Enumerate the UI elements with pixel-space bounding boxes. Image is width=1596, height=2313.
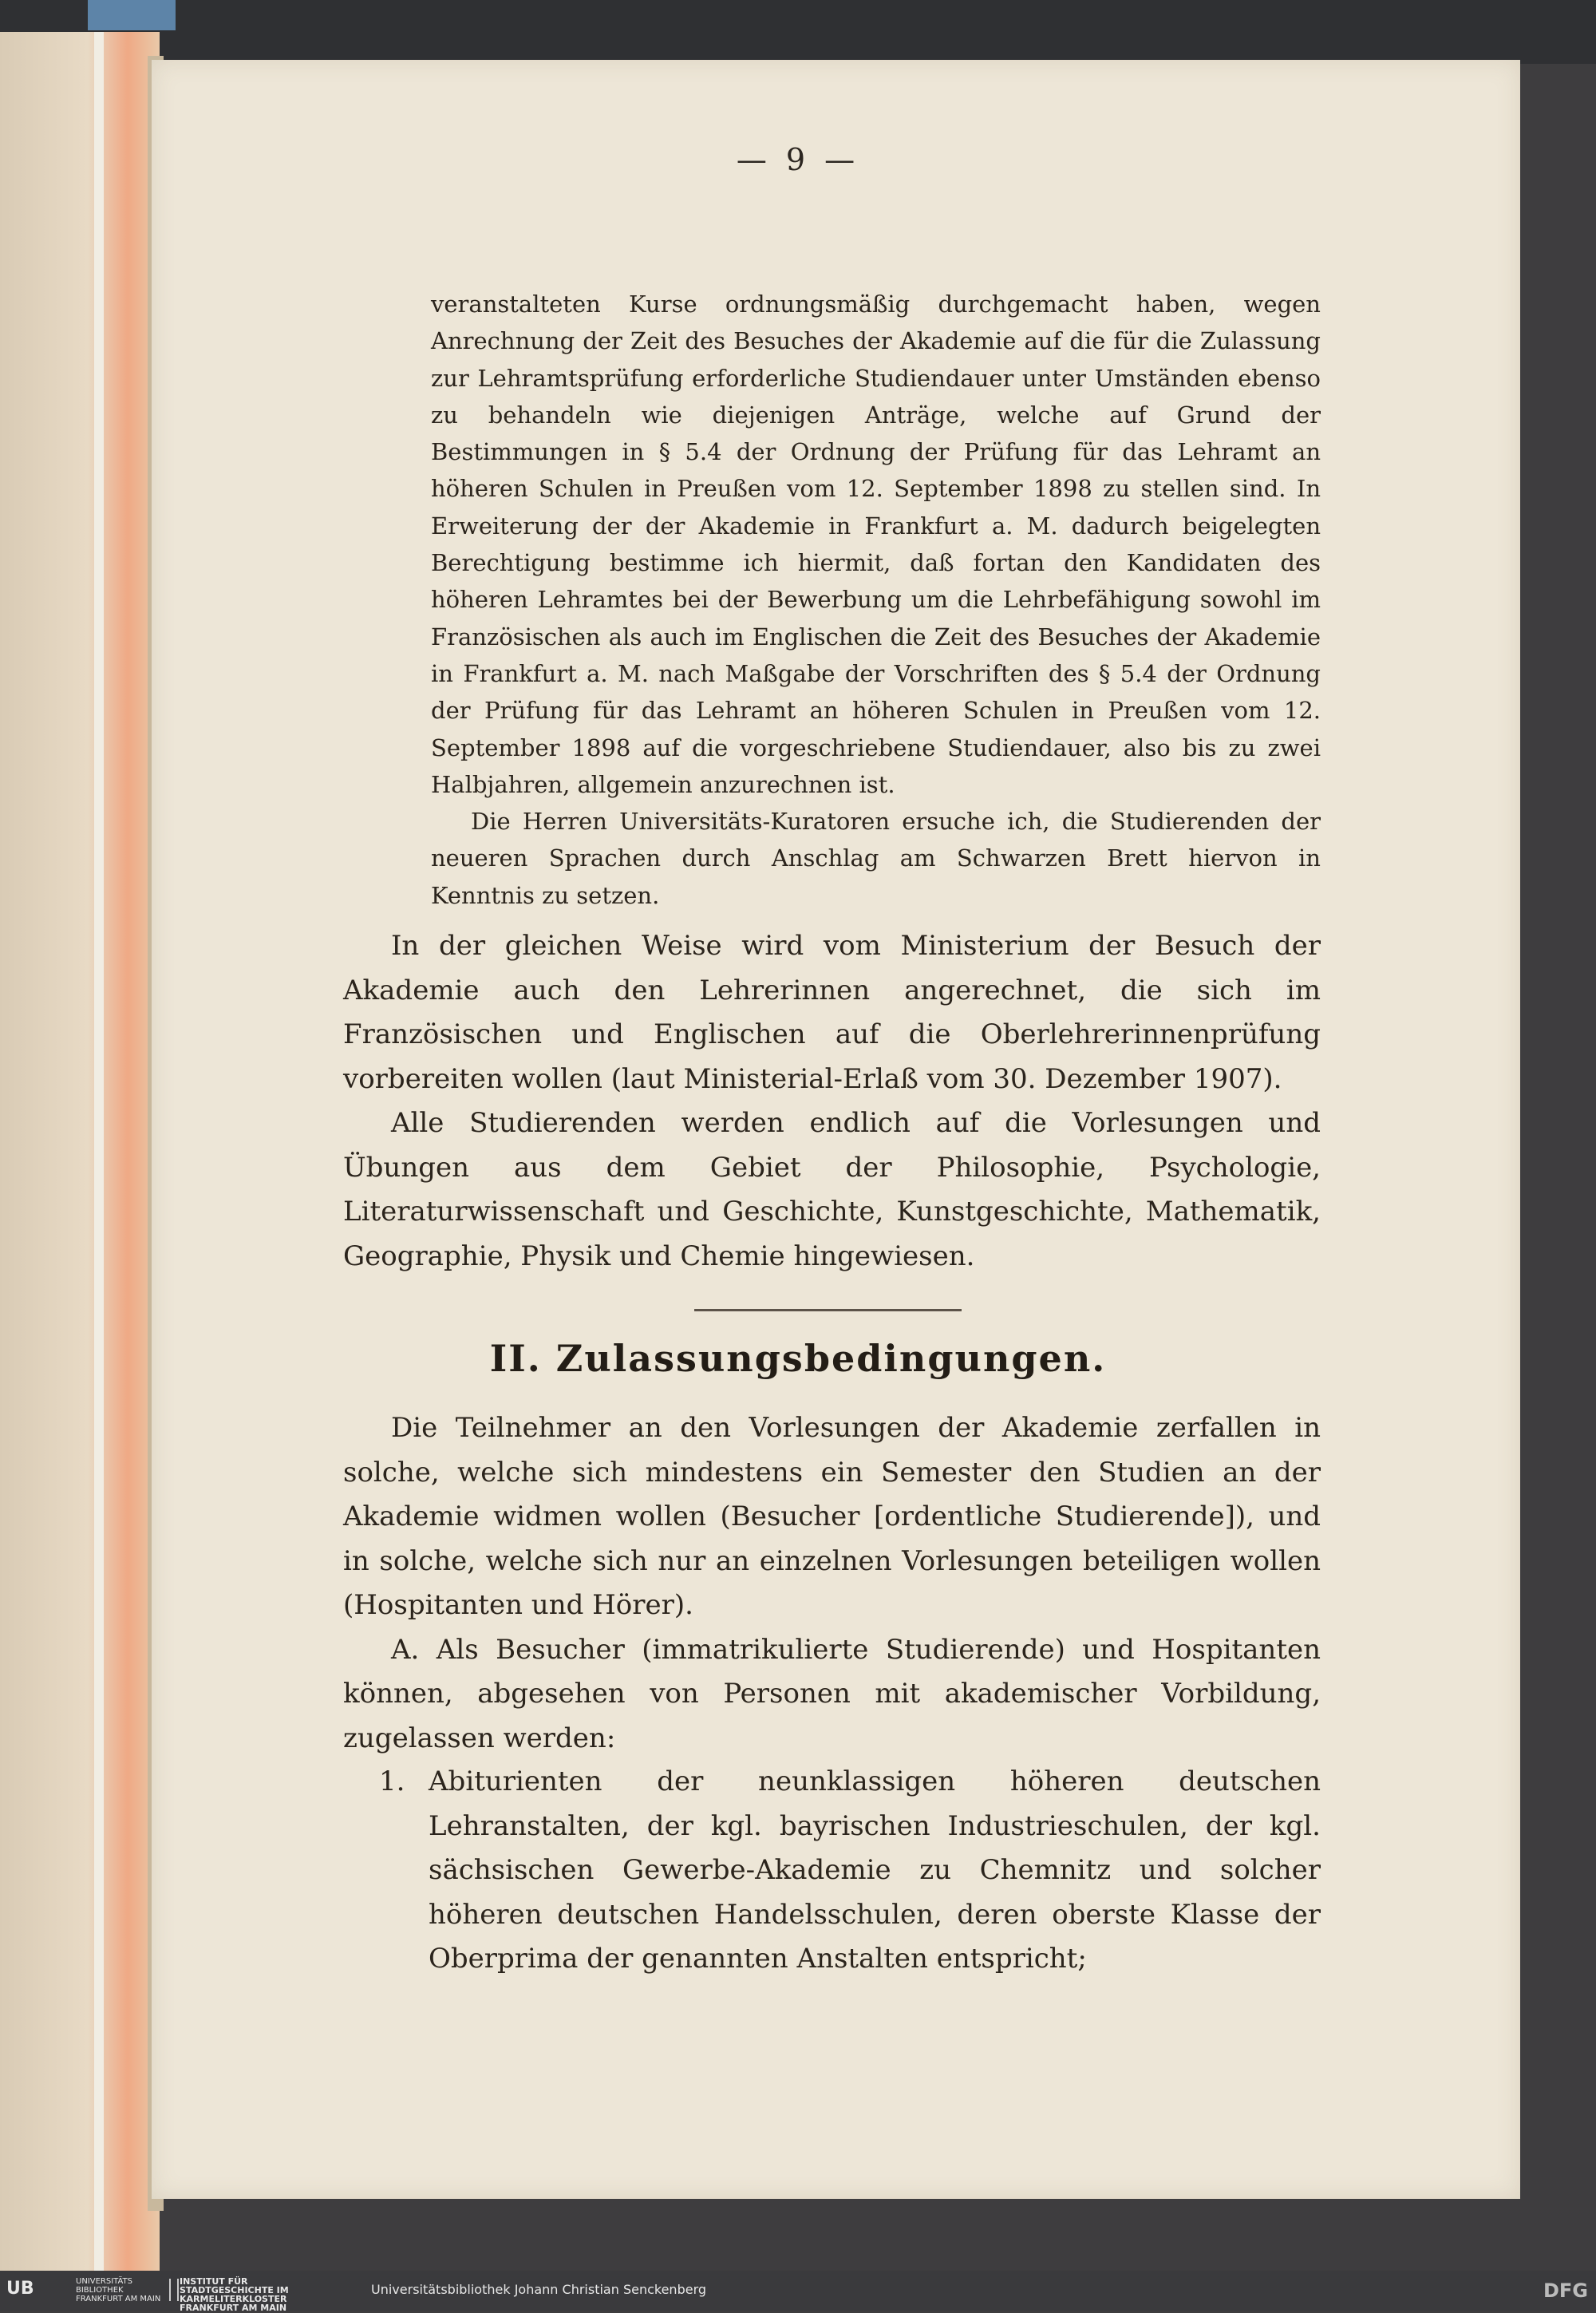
section-heading: II. Zulassungsbedingungen. <box>489 1337 1107 1380</box>
decree-paragraph: veranstalteten Kurse ordnungsmäßig durchgemacht haben, wegen Anrechnung der Zeit des Besuches der Akademie auf die für die Zulassung zur Lehramtsprüfung erforderliche Studiendauer unter Umständen ebenso zu behandeln wie diejenigen Anträge, welche auf Grund der Bestimmungen in § 5.4 der Ordnung der Prüfung für das Lehramt an höheren Schulen in Preußen vom 12. September 1898 zu stellen sind. In Erweiterung der der Akademie in Frankfurt a. M. dadurch beigelegten Berechtigung bestimme ich hiermit, daß fortan den Kandidaten des höheren Lehramtes bei der Bewerbung um die Lehrbefähigung sowohl im Französischen als auch im Englischen die Zeit des Besuches der Akademie in Frankfurt a. M. nach Maßgabe der Vorschriften des § 5.4 der Ordnung der Prüfung für das Lehramt an höheren Schulen in Preußen vom 12. September 1898 auf die vorgeschriebene Studiendauer, also bis zu zwei Halbjahren, allgemein anzurechnen ist. <box>431 291 1321 798</box>
institute-logo[interactable]: INSTITUT FÜR STADTGESCHICHTE IM KARMELITERKLOSTER FRANKFURT AM MAIN <box>180 2276 289 2313</box>
page-number: — 9 — <box>736 142 860 177</box>
footer-bar <box>0 2271 1596 2311</box>
list-item-text: Abiturienten der neunklassigen höheren deutschen Lehranstalten, der kgl. bayrischen Industrieschulen, der kgl. sächsischen Gewerbe-Akademie zu Chemnitz und solcher höheren deutschen Handelsschulen, deren oberste Klasse der Oberprima der genannten Anstalten entspricht; <box>429 1765 1321 1975</box>
decree-quote <box>431 286 1321 914</box>
decree-paragraph: Die Herren Universitäts-Kuratoren ersuche ich, die Studierenden der neueren Sprachen durch Anschlag am Schwarzen Brett hiervon in Kenntnis zu setzen. <box>431 808 1321 909</box>
color-reference-tab <box>88 0 176 30</box>
body-text-upper <box>343 924 1321 1279</box>
section-divider <box>694 1309 962 1311</box>
body-text-lower <box>343 1406 1321 1761</box>
ub-logo-subtitle: UNIVERSITÄTS BIBLIOTHEK FRANKFURT AM MAIN <box>76 2277 161 2303</box>
list-item-number: 1. <box>379 1765 405 1797</box>
facing-page-edge <box>0 32 160 2271</box>
paragraph-studierende: Alle Studierenden werden endlich auf die Vorlesungen und Übungen aus dem Gebiet der Philosophie, Psychologie, Literaturwissenschaft und Geschichte, Kunstgeschichte, Mathematik, Geographie, Physik und Chemie hingewiesen. <box>343 1107 1321 1272</box>
facing-page-stripe <box>94 32 104 2271</box>
library-name[interactable]: Universitätsbibliothek Johann Christian Senckenberg <box>371 2282 707 2297</box>
paragraph-a: A. Als Besucher (immatrikulierte Studierende) und Hospitanten können, abgesehen von Personen mit akademischer Vorbildung, zugelassen werden: <box>343 1633 1321 1754</box>
institute-column-icon <box>169 2279 179 2301</box>
ub-logo[interactable]: UB <box>6 2279 34 2299</box>
paragraph-lehrerinnen: In der gleichen Weise wird vom Ministerium der Besuch der Akademie auch den Lehrerinnen angerechnet, die sich im Französischen und Englischen auf die Oberlehrerinnenprüfung vorbereiten wollen (laut Ministerial-Erlaß vom 30. Dezember 1907). <box>343 930 1321 1095</box>
paragraph-teilnehmer: Die Teilnehmer an den Vorlesungen der Akademie zerfallen in solche, welche sich mindestens ein Semester den Studien an der Akademie widmen wollen (Besucher [ordentliche Studierende]), und in solche, welche sich nur an einzelnen Vorlesungen beteiligen wollen (Hospitanten und Hörer). <box>343 1412 1321 1621</box>
dfg-logo[interactable]: DFG <box>1543 2279 1588 2302</box>
scan-background-top <box>0 0 1596 64</box>
